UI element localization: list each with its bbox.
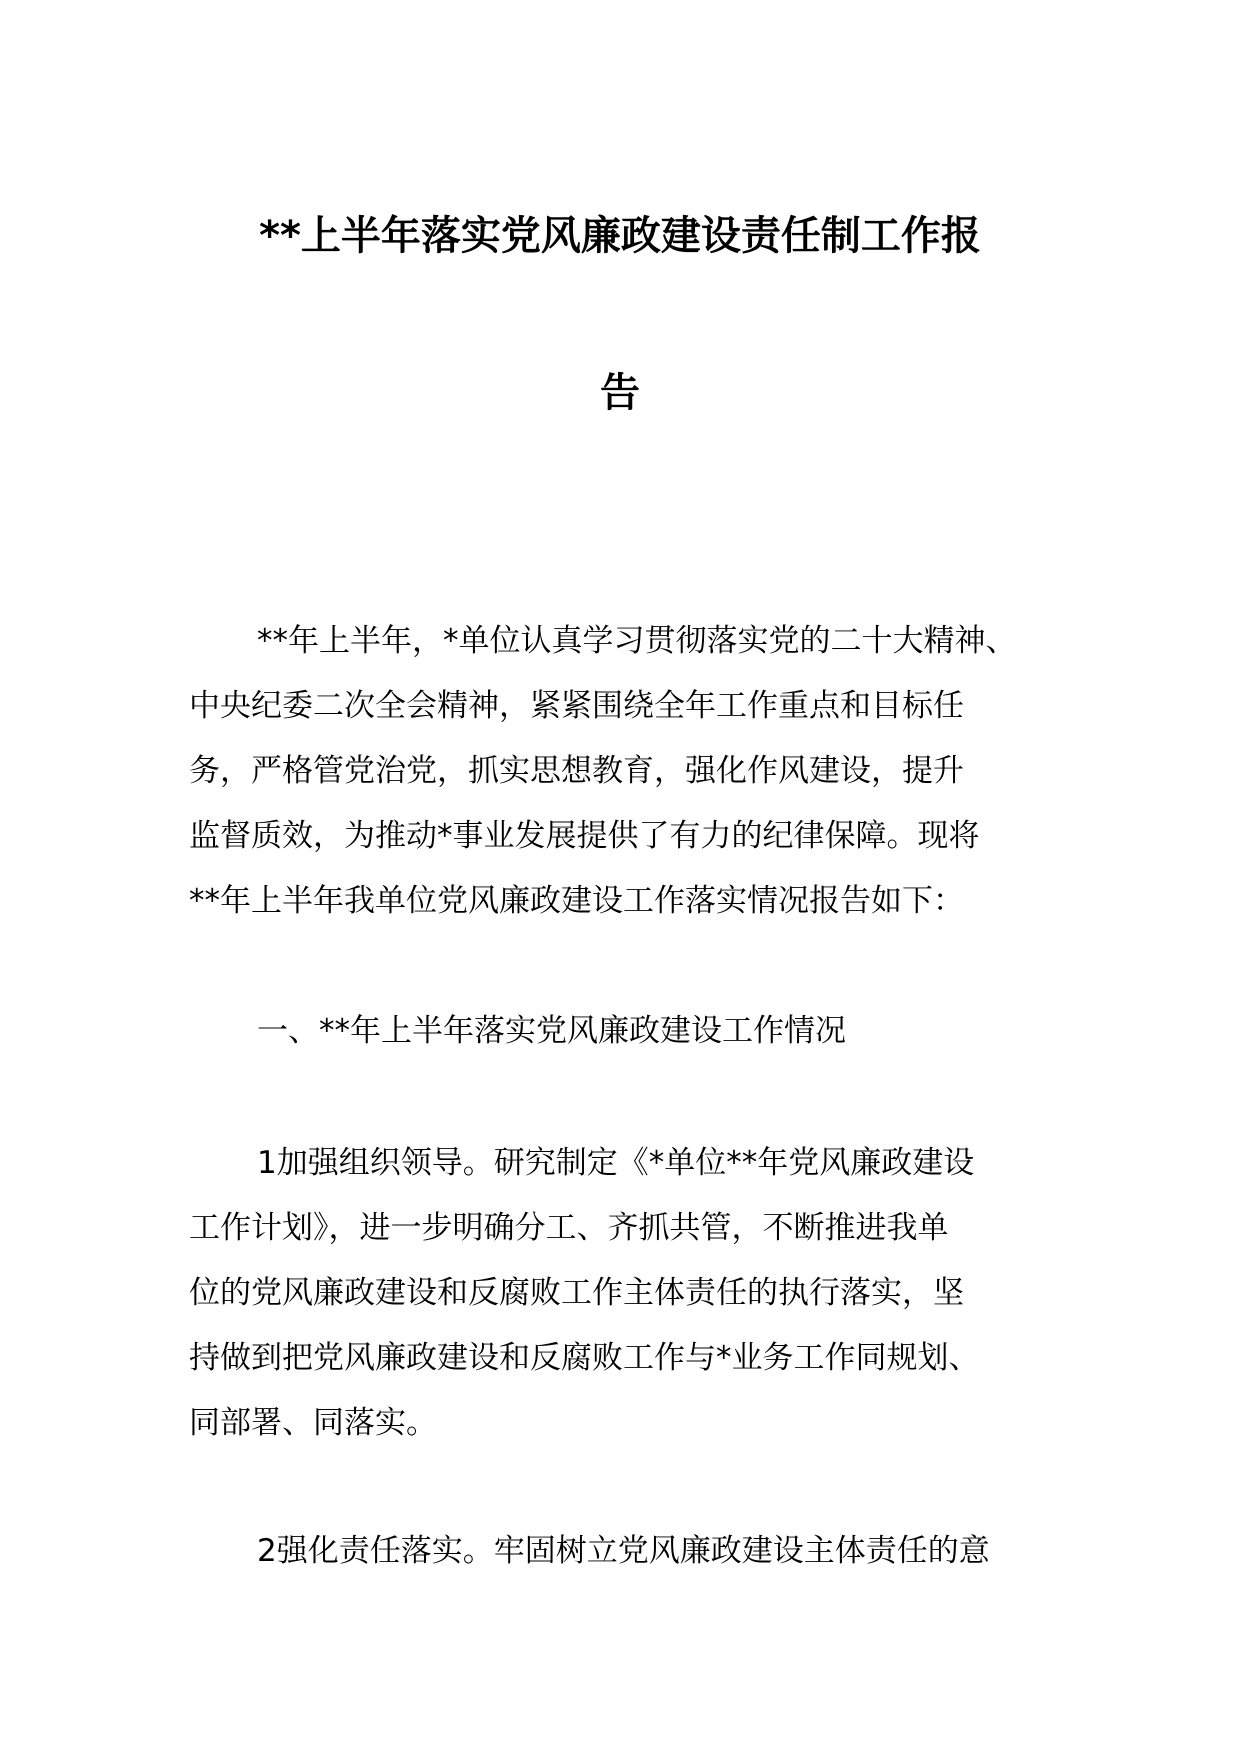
paragraph-line: 工作计划》，进一步明确分工、齐抓共管，不断推进我单 bbox=[189, 1210, 949, 1246]
paragraph-line: 监督质效，为推动*事业发展提供了有力的纪律保障。现将 bbox=[189, 818, 980, 854]
paragraph-line: 同部署、同落实。 bbox=[189, 1405, 437, 1441]
paragraph-line: **年上半年我单位党风廉政建设工作落实情况报告如下： bbox=[189, 883, 964, 919]
intro-paragraph bbox=[189, 609, 1069, 934]
item-1-paragraph bbox=[189, 1131, 1069, 1456]
paragraph-line: 位的党风廉政建设和反腐败工作主体责任的执行落实，坚 bbox=[189, 1275, 964, 1311]
document-title-line-1: **上半年落实党风廉政建设责任制工作报 bbox=[259, 213, 981, 259]
paragraph-line: 务，严格管党治党，抓实思想教育，强化作风建设，提升 bbox=[189, 753, 964, 789]
section-heading-1 bbox=[189, 999, 1069, 1064]
paragraph-line: 1加强组织领导。研究制定《*单位**年党风廉政建设 bbox=[257, 1145, 975, 1181]
paragraph-line: 2强化责任落实。牢固树立党风廉政建设主体责任的意 bbox=[257, 1533, 990, 1569]
paragraph-line: **年上半年，*单位认真学习贯彻落实党的二十大精神、 bbox=[257, 623, 1017, 659]
document-title-line-2: 告 bbox=[600, 370, 640, 416]
section-heading-text: 一、**年上半年落实党风廉政建设工作情况 bbox=[257, 1013, 846, 1049]
item-2-paragraph bbox=[189, 1519, 1069, 1584]
paragraph-line: 中央纪委二次全会精神，紧紧围绕全年工作重点和目标任 bbox=[189, 688, 964, 724]
paragraph-line: 持做到把党风廉政建设和反腐败工作与*业务工作同规划、 bbox=[189, 1340, 980, 1376]
